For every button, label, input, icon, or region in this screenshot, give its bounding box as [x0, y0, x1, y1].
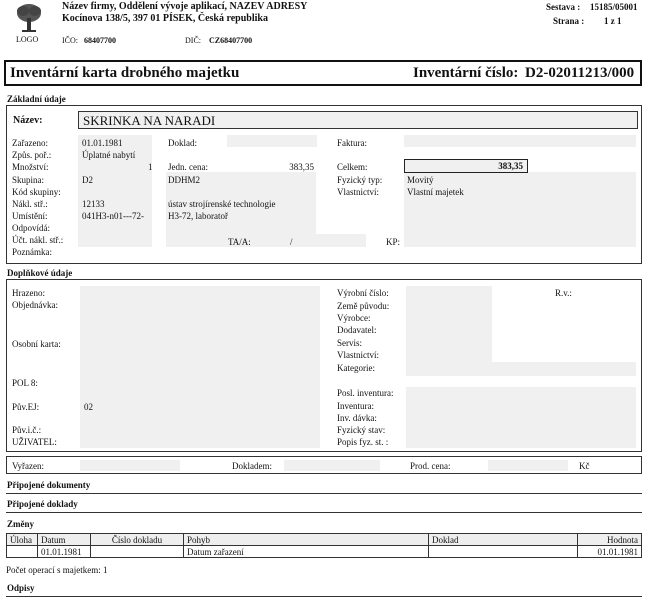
mnozstvi-value: 1: [148, 162, 153, 172]
inventory-number-label: Inventární číslo:: [413, 65, 519, 81]
name-box: [78, 111, 638, 129]
vlastnictvi2-label: Vlastnictví:: [337, 350, 379, 360]
strana-label: Strana :: [553, 16, 585, 26]
tree-icon: [14, 2, 44, 32]
zpus-label: Způs. poř.:: [12, 150, 52, 160]
dic-value: CZ68407700: [209, 36, 253, 45]
col-header: Číslo dokladu: [91, 534, 184, 546]
vlastnictvi-label: Vlastnictví:: [337, 187, 379, 197]
posl-inventura-label: Posl. inventura:: [337, 388, 394, 398]
history-header-row: [7, 534, 642, 546]
odpovida-label: Odpovídá:: [12, 223, 50, 233]
kategorie-label: Kategorie:: [337, 363, 375, 373]
umisteni-value: 041H3-n01---72-: [82, 211, 144, 221]
ta-label: TA/A:: [228, 237, 251, 247]
ico-value: 68407700: [84, 36, 116, 45]
ddhm-value: DDHM2: [168, 175, 201, 185]
puvic-label: Pův.i.č.:: [12, 425, 42, 435]
sestava-value: 15185/05001: [590, 2, 638, 12]
sestava-label: Sestava :: [546, 2, 581, 12]
puvej-value: 02: [84, 402, 93, 412]
odpisy-title: Odpisy: [7, 583, 35, 593]
fyz-typ-value: Movitý: [407, 175, 434, 185]
title-box: [4, 60, 642, 86]
skupina-value: D2: [82, 175, 93, 185]
zarazeno-label: Zařazeno:: [12, 138, 48, 148]
vyrobni-cislo-label: Výrobní číslo:: [337, 288, 389, 298]
table-cell: [429, 546, 578, 558]
uct-label: Účt. nákl. stř.:: [12, 235, 64, 245]
history-table: [6, 533, 642, 558]
osobni-karta-label: Osobní karta:: [12, 339, 61, 349]
umisteni-label: Umístění:: [12, 211, 48, 221]
logo-label: LOGO: [16, 35, 39, 44]
prod-cena-label: Prod. cena:: [410, 461, 451, 471]
dic-label: DIČ:: [185, 36, 201, 45]
zeme-puvodu-label: Země původu:: [337, 301, 390, 311]
table-cell: 01.01.1981: [38, 546, 91, 558]
col-header: Hodnota: [578, 534, 642, 546]
col-header: Pohyb: [184, 534, 429, 546]
company-address: Kocínova 138/5, 397 01 PÍSEK, Česká republika: [62, 13, 268, 24]
basic-section-title: Základní údaje: [7, 94, 66, 104]
vyrazen-label: Vyřazen:: [12, 461, 44, 471]
fyz-stav-label: Fyzický stav:: [337, 425, 386, 435]
uzivatel-label: UŽIVATEL:: [12, 437, 57, 447]
vlastnictvi-value: Vlastní majetek: [407, 187, 464, 197]
celkem-box: [404, 159, 528, 173]
mnozstvi-label: Množství:: [12, 162, 49, 172]
poznamka-label: Poznámka:: [12, 247, 52, 257]
inventura-label: Inventura:: [337, 401, 374, 411]
dodavatel-label: Dodavatel:: [337, 325, 377, 335]
inventory-number-value: D2-02011213/000: [525, 65, 635, 81]
jedn-cena-value: 383,35: [289, 162, 314, 172]
ico-label: IČO:: [62, 36, 78, 45]
kp-label: KP:: [386, 237, 401, 247]
popis-fyz-label: Popis fyz. st. :: [337, 437, 389, 447]
name-label: Název:: [13, 115, 43, 126]
zmeny-title: Změny: [7, 519, 34, 529]
page-title: Inventární karta drobného majetku: [10, 65, 240, 81]
inv-davka-label: Inv. dávka:: [337, 413, 377, 423]
table-row: [7, 546, 642, 558]
doklad-label: Doklad:: [168, 138, 197, 148]
celkem-label: Celkem:: [337, 162, 368, 172]
faktura-label: Faktura:: [337, 138, 367, 148]
rv-label: R.v.:: [555, 288, 572, 298]
hrazeno-label: Hrazeno:: [12, 288, 45, 298]
dokladem-label: Dokladem:: [232, 461, 272, 471]
umisteni-desc: H3-72, laboratoř: [168, 211, 228, 221]
puvej-label: Pův.EJ:: [12, 402, 40, 412]
strana-value: 1 z 1: [604, 16, 622, 26]
servis-label: Servis:: [337, 338, 363, 348]
additional-section-title: Doplňkové údaje: [7, 268, 73, 278]
ta-value: /: [290, 237, 293, 247]
vyrobce-label: Výrobce:: [337, 313, 371, 323]
zpus-value: Úplatné nabytí: [82, 150, 136, 160]
table-cell: [91, 546, 184, 558]
col-header: Doklad: [429, 534, 578, 546]
skupina-label: Skupina:: [12, 175, 45, 185]
zarazeno-value: 01.01.1981: [82, 138, 123, 148]
col-header: Úloha: [7, 534, 38, 546]
col-header: Datum: [38, 534, 91, 546]
table-cell: 01.01.1981: [578, 546, 642, 558]
celkem-value: 383,35: [498, 161, 523, 171]
kod-skupiny-label: Kód skupiny:: [12, 187, 61, 197]
fyz-typ-label: Fyzický typ:: [337, 175, 383, 185]
table-cell: [7, 546, 38, 558]
kc-label: Kč: [579, 461, 590, 471]
objednavka-label: Objednávka:: [12, 300, 58, 310]
nakl-label: Nákl. stř.:: [12, 199, 48, 209]
pripojene-dokumenty-title: Připojené dokumenty: [7, 480, 91, 490]
table-cell: Datum zařazení: [184, 546, 429, 558]
company-name: Název firmy, Oddělení vývoje aplikací, NAZEV ADRESY: [62, 1, 308, 12]
pol8-label: POL 8:: [12, 378, 38, 388]
name-value: SKRINKA NA NARADI: [83, 113, 216, 128]
jedn-cena-label: Jedn. cena:: [168, 162, 208, 172]
operations-count: Počet operací s majetkem: 1: [6, 565, 108, 575]
pripojene-doklady-title: Připojené doklady: [7, 499, 78, 509]
nakl-desc: ústav strojírenské technologie: [168, 199, 276, 209]
nakl-value: 12133: [82, 199, 105, 209]
